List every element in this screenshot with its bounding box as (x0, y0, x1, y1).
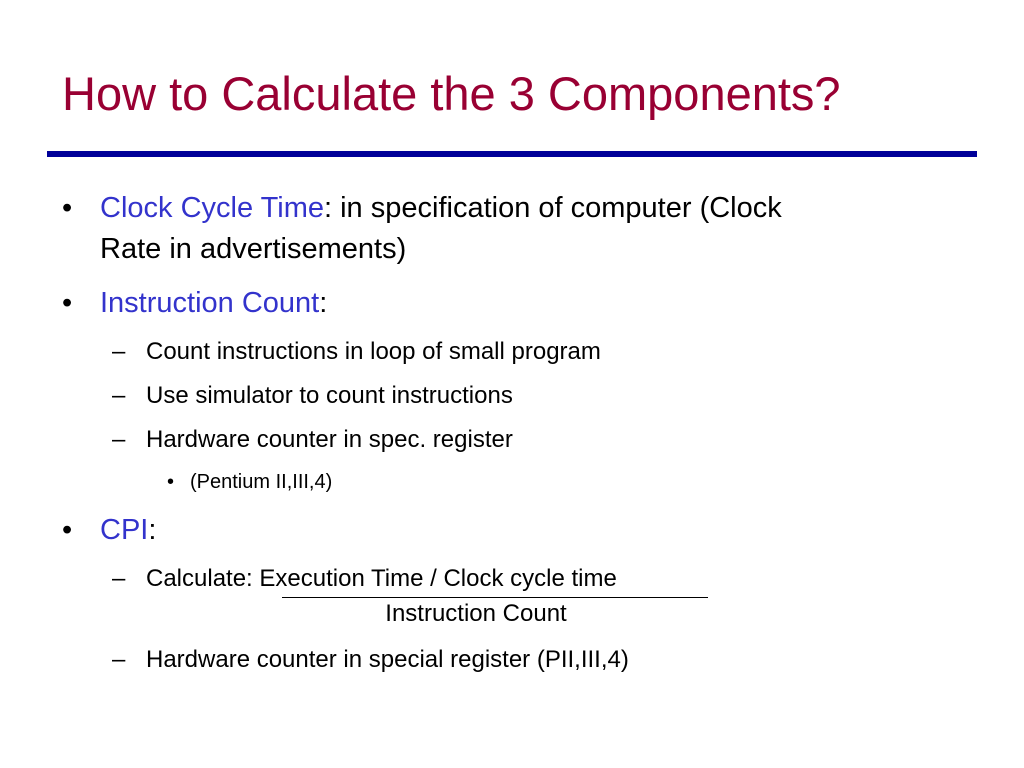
sub-item-count-loop (112, 337, 601, 367)
fraction-denominator: Instruction Count (385, 600, 567, 627)
bullet-clock-cycle-time (62, 188, 782, 228)
bullet-cpi (62, 510, 157, 550)
sub-item-text: Hardware counter in spec. register (146, 426, 513, 453)
bullet-clock-cycle-time-cont (100, 229, 406, 269)
fraction-bar (282, 597, 708, 598)
term-cpi: CPI (100, 514, 149, 546)
bullet-dot-icon: • (62, 287, 73, 319)
clock-cycle-time-desc: : in specification of computer (Clock (324, 192, 782, 224)
cpi-colon: : (148, 514, 157, 546)
bullet-instruction-count (62, 283, 328, 323)
clock-cycle-time-desc-line2: Rate in advertisements) (100, 233, 407, 265)
fraction-numerator: Execution Time / Clock cycle time (259, 565, 617, 592)
sub-item-hardware-counter-special (112, 645, 629, 675)
sub-sub-item-text: (Pentium II,III,4) (190, 471, 333, 493)
sub-item-hardware-counter (112, 425, 513, 455)
sub-item-calculate (112, 564, 617, 594)
sub-item-text: Hardware counter in special register (PII,III,4) (146, 646, 629, 673)
dash-icon: – (112, 646, 126, 673)
term-clock-cycle-time: Clock Cycle Time (100, 192, 324, 224)
slide-title: How to Calculate the 3 Components? (62, 67, 841, 120)
dash-icon: – (112, 565, 126, 592)
sub-item-text: Use simulator to count instructions (146, 382, 513, 409)
title-underline-rule (47, 151, 977, 157)
term-instruction-count: Instruction Count (100, 287, 320, 319)
dash-icon: – (112, 426, 126, 453)
calculate-label: Calculate: (146, 565, 260, 592)
instruction-count-colon: : (319, 287, 328, 319)
sub-item-simulator (112, 381, 513, 411)
bullet-dot-icon: • (167, 471, 175, 493)
bullet-dot-icon: • (62, 514, 73, 546)
bullet-dot-icon: • (62, 192, 73, 224)
sub-sub-item-pentium (167, 469, 333, 495)
dash-icon: – (112, 382, 126, 409)
sub-item-text: Count instructions in loop of small program (146, 338, 601, 365)
dash-icon: – (112, 338, 126, 365)
